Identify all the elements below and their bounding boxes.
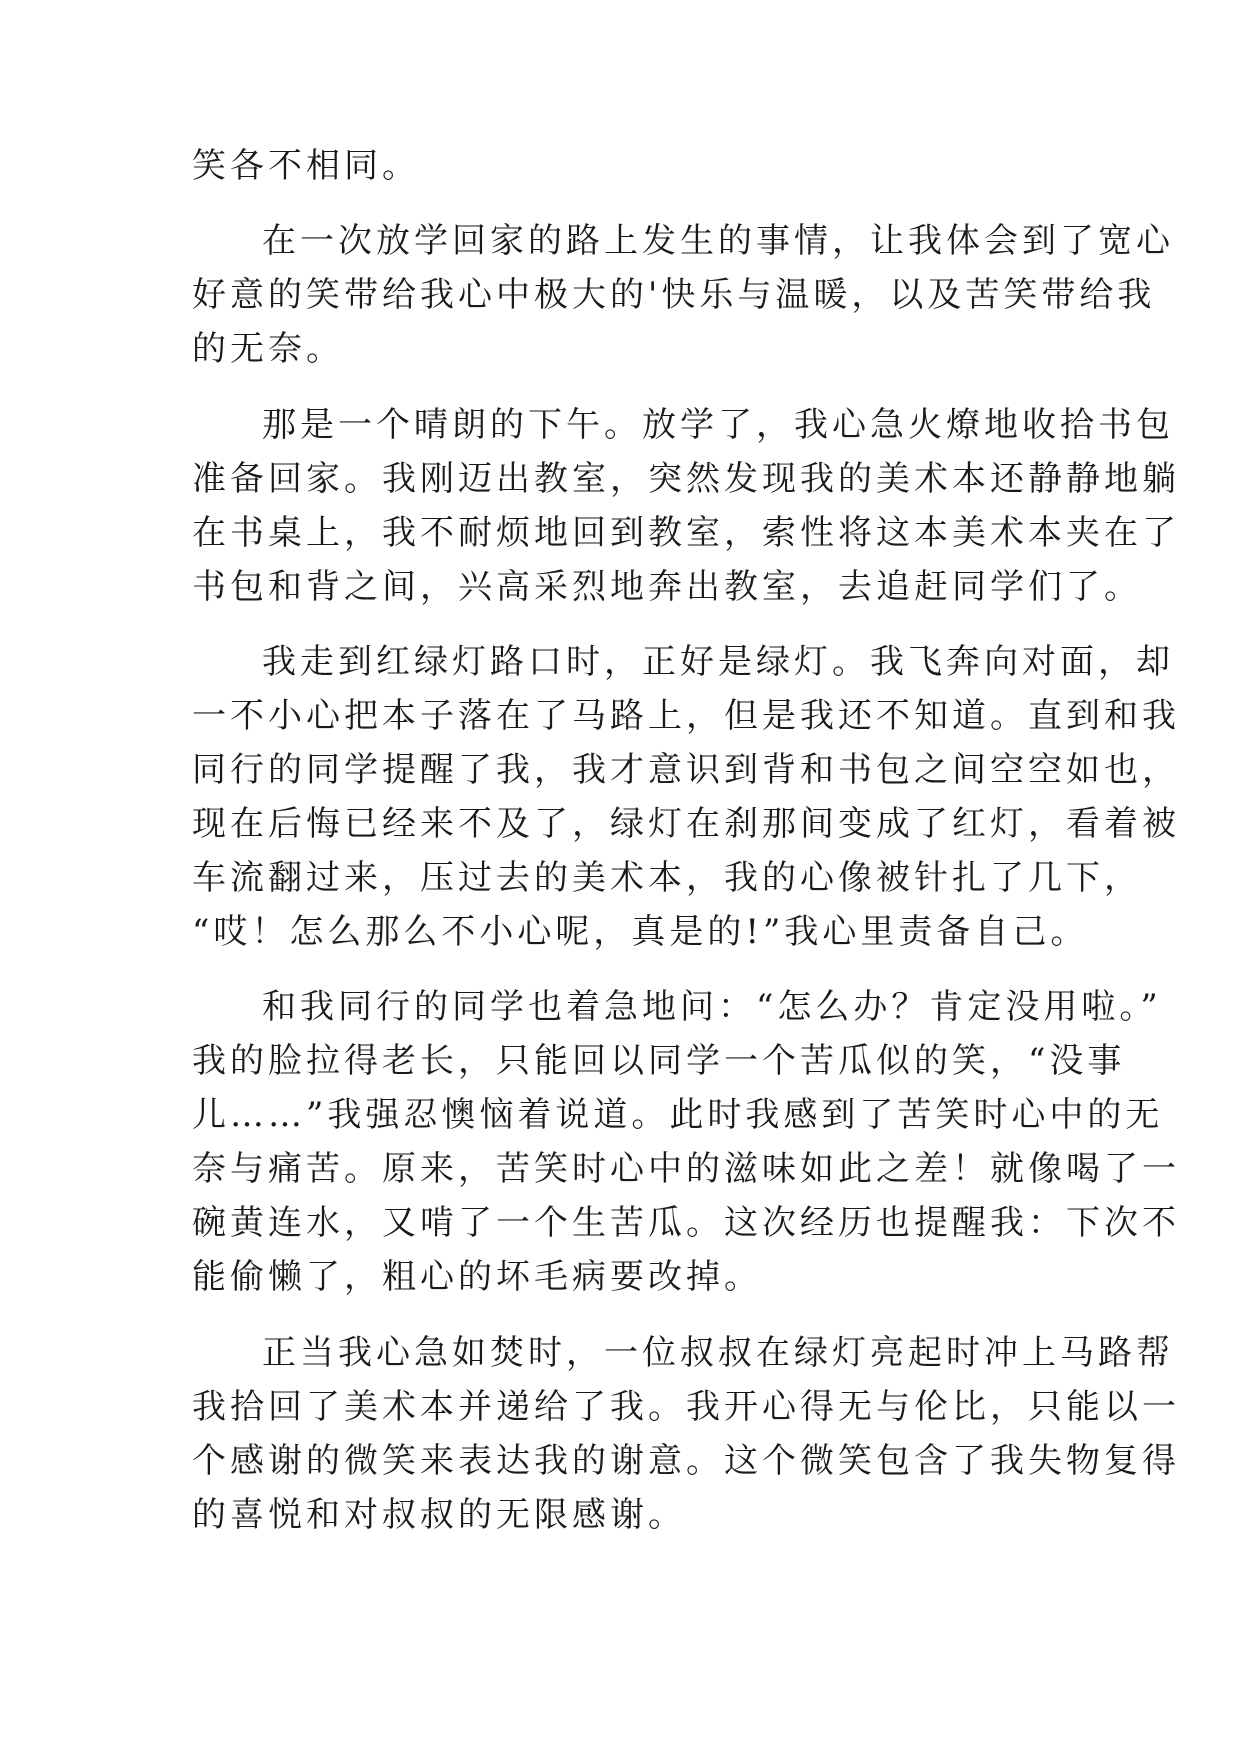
- text-line: 准备回家。我刚迈出教室，突然发现我的美术本还静静地躺: [192, 459, 1180, 499]
- text-line: “哎！怎么那么不小心呢，真是的!”我心里责备自己。: [192, 912, 1089, 952]
- text-line: 正当我心急如焚时，一位叔叔在绿灯亮起时冲上马路帮: [262, 1333, 1174, 1373]
- text-line: 我拾回了美术本并递给了我。我开心得无与伦比，只能以一: [192, 1387, 1180, 1427]
- text-line: 那是一个晴朗的下午。放学了，我心急火燎地收拾书包: [262, 405, 1174, 445]
- text-line: 一不小心把本子落在了马路上，但是我还不知道。直到和我: [192, 696, 1180, 736]
- text-line: 能偷懒了，粗心的坏毛病要改掉。: [192, 1257, 762, 1297]
- text-line: 在一次放学回家的路上发生的事情，让我体会到了宽心: [262, 221, 1174, 261]
- text-line: 碗黄连水，又啃了一个生苦瓜。这次经历也提醒我：下次不: [192, 1203, 1180, 1243]
- text-line: 现在后悔已经来不及了，绿灯在刹那间变成了红灯，看着被: [192, 804, 1180, 844]
- text-line: 的喜悦和对叔叔的无限感谢。: [192, 1495, 686, 1535]
- text-line: 奈与痛苦。原来，苦笑时心中的滋味如此之差！就像喝了一: [192, 1149, 1180, 1189]
- text-line: 个感谢的微笑来表达我的谢意。这个微笑包含了我失物复得: [192, 1441, 1180, 1481]
- text-line: 我走到红绿灯路口时，正好是绿灯。我飞奔向对面，却: [262, 642, 1174, 682]
- text-line: 在书桌上，我不耐烦地回到教室，索性将这本美术本夹在了: [192, 513, 1180, 553]
- text-line: 好意的笑带给我心中极大的'快乐与温暖，以及苦笑带给我: [192, 275, 1156, 315]
- text-line: 同行的同学提醒了我，我才意识到背和书包之间空空如也，: [192, 750, 1180, 790]
- text-line: 车流翻过来，压过去的美术本，我的心像被针扎了几下，: [192, 858, 1142, 898]
- text-line: 的无奈。: [192, 329, 344, 369]
- text-line: 儿……”我强忍懊恼着说道。此时我感到了苦笑时心中的无: [192, 1095, 1164, 1135]
- text-line: 我的脸拉得老长，只能回以同学一个苦瓜似的笑，“没事: [192, 1041, 1126, 1081]
- text-line: 和我同行的同学也着急地问：“怎么办？肯定没用啦。”: [262, 987, 1162, 1027]
- text-line: 笑各不相同。: [192, 146, 420, 186]
- text-line: 书包和背之间，兴高采烈地奔出教室，去追赶同学们了。: [192, 567, 1142, 607]
